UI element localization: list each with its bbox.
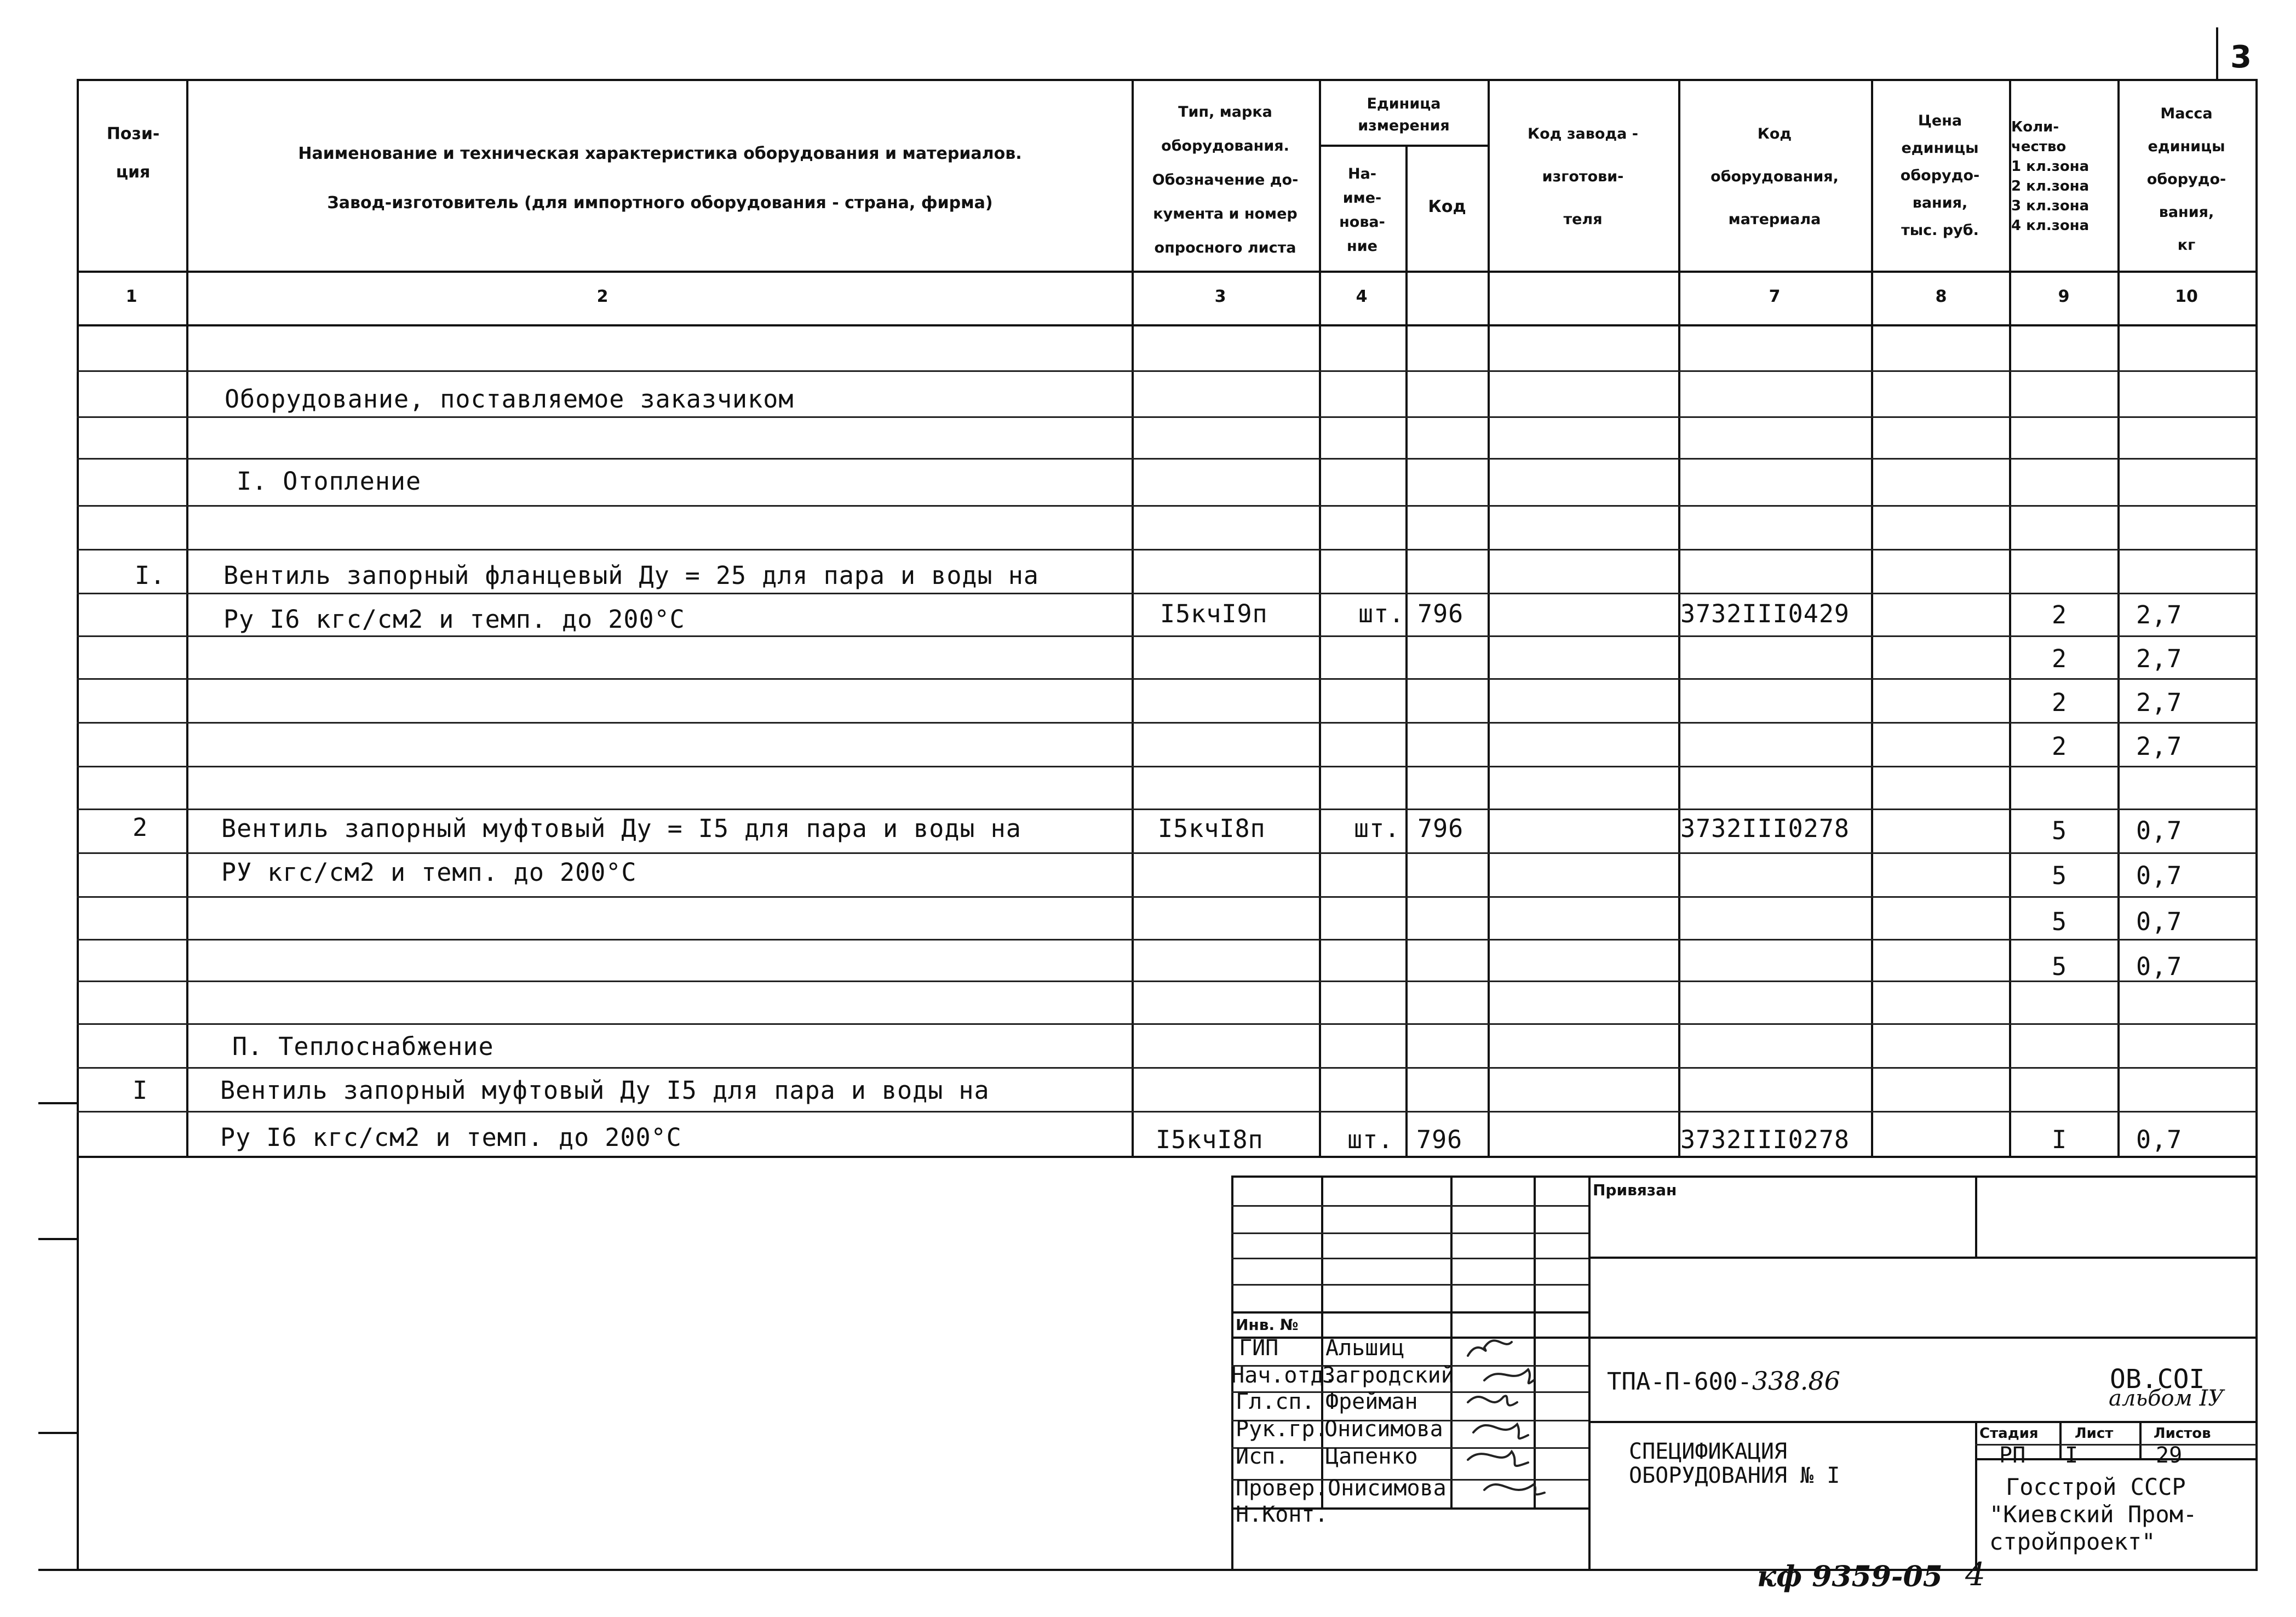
colnum-bottom-line [77,324,2257,326]
tb-line [1231,1311,1588,1314]
row-mass: 0,7 [2136,907,2183,936]
row-line [77,1023,2257,1025]
tb-bound-label: Привязан [1593,1181,1677,1199]
tb-line [1231,1258,1588,1259]
row-mass: 0,7 [2136,952,2183,981]
tb-line [1588,1421,2257,1423]
tb-line [1321,1176,1323,1509]
row-qty: 5 [2052,816,2068,845]
row-line [77,549,2257,551]
tb-line [2139,1422,2142,1458]
row-line [77,722,2257,724]
column-number: 9 [2058,287,2070,306]
row-line [77,852,2257,854]
tb-doc-code: ТПА-П-600-338.86 [1607,1366,1840,1396]
tb-line [1588,1257,2257,1259]
row-position: 2 [133,813,148,842]
section-heading: Оборудование, поставляемое заказчиком [225,385,794,414]
row-type: I5кчI9п [1160,599,1268,628]
subsection-heading: П. Теплоснабжение [232,1032,494,1061]
row-line [77,766,2257,767]
header-position: Пози- ция [106,124,160,182]
row-qty: 2 [2052,732,2068,761]
header-qty: Коли- чество 1 кл.зона 2 кл.зона 3 кл.зона 4 кл.зона [2011,119,2090,234]
row-mass: 0,7 [2136,816,2183,845]
row-material-code: 3732III0278 [1680,1125,1850,1154]
row-qty: 5 [2052,861,2068,890]
header-material-code: Код оборудования, материала [1710,125,1839,228]
col-line [2009,79,2011,1156]
column-number: 1 [125,287,137,306]
table-bottom-line [77,1156,2257,1158]
tb-person: Онисимова [1328,1476,1447,1501]
tb-stage-label: Стадия [1979,1425,2039,1442]
row-name: Вентиль запорный фланцевый Ду = 25 для пара и воды на [223,561,1039,590]
signatures-image [1451,1326,1616,1506]
tb-organization: Госстрой СССР "Киевский Пром- стройпроект" [1989,1473,2197,1555]
col-line [1488,79,1490,1156]
row-qty: I [2052,1125,2068,1154]
row-qty: 5 [2052,952,2068,981]
footer-page: 4 [1965,1556,1985,1593]
row-name: РУ кгс/см2 и темп. до 200°С [221,858,637,887]
column-number: 7 [1769,287,1781,306]
header-unit-group: Единица измерения [1358,95,1450,134]
tb-sheet: I [2065,1443,2079,1468]
tb-line [1975,1176,1977,1257]
header-mass: Масса единицы оборудо- вания, кг [2146,105,2226,254]
col-line [1132,79,1134,1156]
row-line [77,458,2257,460]
tb-role: ГИП [1239,1335,1279,1361]
row-line [77,1111,2257,1113]
header-maker-code: Код завода - изготови- теля [1528,125,1638,228]
row-unit-code: 796 [1417,599,1464,628]
tb-line [1231,1232,1588,1234]
row-mass: 2,7 [2136,732,2183,761]
header-bottom-line [77,271,2257,273]
unit-group-line [1319,145,1488,147]
corner-mark [2216,27,2218,81]
tb-role: Провер. [1236,1476,1328,1501]
row-qty: 5 [2052,907,2068,936]
tb-sheet-code: ОВ.СОI [2110,1364,2205,1395]
row-material-code: 3732III0429 [1680,599,1850,628]
frame-right [2255,79,2258,1570]
row-type: I5кчI8п [1158,814,1266,843]
tb-role: Исп. [1236,1444,1289,1469]
row-qty: 2 [2052,644,2068,673]
row-mass: 0,7 [2136,861,2183,890]
row-line [77,808,2257,810]
tb-sheet-label: Лист [2075,1425,2114,1442]
left-tick [38,1432,78,1434]
header-unit-name: На- име- нова- ние [1339,165,1385,255]
tb-role: Гл.сп. [1236,1389,1315,1414]
row-line [77,505,2257,507]
column-number: 3 [1214,287,1226,306]
row-line [77,635,2257,637]
header-price: Цена единицы оборудо- вания, тыс. руб. [1900,112,1980,239]
tb-role: Н.Конт. [1236,1502,1328,1527]
corner-sheet-number: 3 [2230,39,2252,75]
tb-person: Цапенко [1325,1444,1418,1469]
row-line [77,980,2257,982]
row-mass: 2,7 [2136,600,2183,629]
row-line [77,370,2257,372]
tb-person: Фрейман [1325,1389,1418,1414]
col-line [186,79,188,1156]
footer-note: кф 9359-05 [1757,1560,1943,1593]
row-qty: 2 [2052,600,2068,629]
row-name: Ру I6 кгс/см2 и темп. до 200°С [223,605,685,634]
tb-inv-label: Инв. № [1236,1316,1299,1334]
tb-line [1231,1205,1588,1207]
row-mass: 2,7 [2136,644,2183,673]
col-line [1405,145,1408,1156]
row-unit: шт. [1354,814,1400,843]
row-line [77,593,2257,594]
column-number: 4 [1356,287,1368,306]
row-unit: шт. [1358,599,1405,628]
tb-sheets-label: Листов [2154,1425,2211,1442]
tb-stage: РП [1999,1443,2026,1468]
row-line [77,896,2257,898]
row-line [77,1067,2257,1069]
row-position: I [133,1076,148,1105]
tb-person: Онисимова [1324,1417,1443,1442]
column-number: 2 [596,287,609,306]
tb-role: Нач.отд. [1231,1363,1337,1388]
row-position: I. [135,561,166,590]
row-line [77,416,2257,418]
left-tick [38,1102,78,1104]
tb-role: Рук.гр. [1236,1417,1328,1442]
column-number: 10 [2175,287,2198,306]
header-name: Наименование и техническая характеристика оборудования и материалов. Завод-изготовитель (для импортного оборудования - страна, фирма) [298,144,1022,213]
row-material-code: 3732III0278 [1680,814,1850,843]
tb-person: Загродский [1322,1363,1454,1388]
tb-album: альбом IУ [2109,1386,2224,1411]
tb-sheets: 29 [2156,1443,2183,1468]
tb-person: Альшиц [1325,1335,1405,1361]
frame-top [77,79,2257,81]
row-mass: 0,7 [2136,1125,2183,1154]
row-mass: 2,7 [2136,688,2183,717]
frame-left [77,79,79,1570]
row-unit-code: 796 [1417,814,1464,843]
row-name: Вентиль запорный муфтовый Ду I5 для пара и воды на [220,1076,990,1105]
column-number: 8 [1935,287,1947,306]
header-unit-code: Код [1428,197,1466,216]
subsection-heading: I. Отопление [237,467,422,496]
col-line [2117,79,2120,1156]
row-unit: шт. [1347,1125,1394,1154]
header-type: Тип, марка оборудования. Обозначение до- кумента и номер опросного листа [1152,104,1299,256]
tb-line [2059,1422,2062,1458]
row-name: Вентиль запорный муфтовый Ду = I5 для пара и воды на [221,814,1021,843]
row-line [77,678,2257,680]
tb-top [1231,1176,2257,1178]
left-tick [38,1238,78,1240]
row-name: Ру I6 кгс/см2 и темп. до 200°С [220,1123,682,1152]
col-line [1871,79,1873,1156]
row-type: I5кчI8п [1156,1125,1264,1154]
row-unit-code: 796 [1416,1125,1463,1154]
tb-doc-title: СПЕЦИФИКАЦИЯ ОБОРУДОВАНИЯ № I [1629,1439,1840,1488]
row-qty: 2 [2052,688,2068,717]
tb-line [1231,1284,1588,1286]
row-line [77,939,2257,941]
